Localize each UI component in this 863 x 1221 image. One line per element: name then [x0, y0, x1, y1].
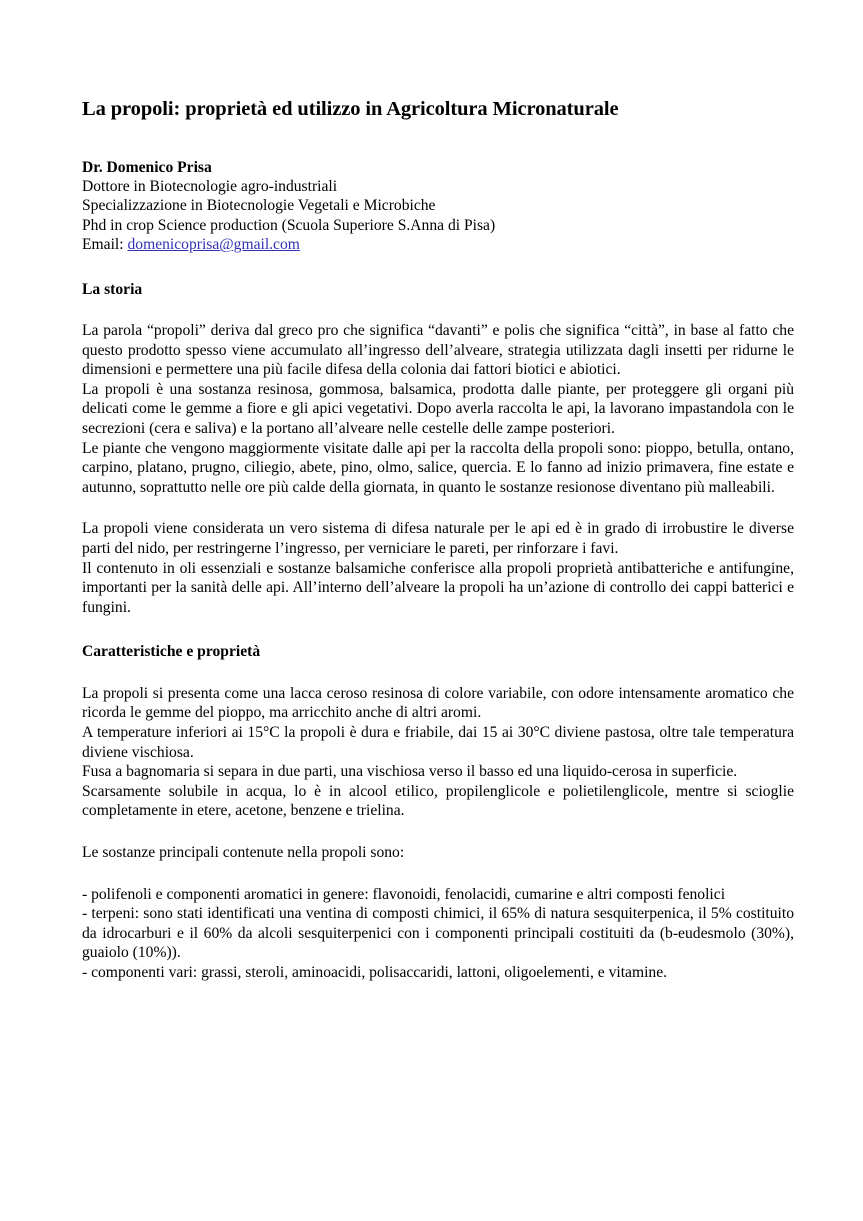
paragraph: Fusa a bagnomaria si separa in due parti, una vischiosa verso il basso ed una liquido-cerosa in superficie. — [82, 763, 738, 781]
paragraph: A temperature inferiori ai 15°C la propoli è dura e friabile, dai 15 ai 30°C diviene pastosa, oltre tale temperatura diviene vischiosa. — [82, 723, 794, 761]
substances-lead-in: Le sostanze principali contenute nella propoli sono: — [82, 843, 405, 861]
author-credential-1: Dottore in Biotecnologie agro-industriali — [82, 178, 338, 196]
author-credential-3: Phd in crop Science production (Scuola Superiore S.Anna di Pisa) — [82, 216, 496, 234]
paragraph: Le piante che vengono maggiormente visitate dalle api per la raccolta della propoli sono: pioppo, betulla, ontano, carpino, platano, prugno, ciliegio, abete, pino, olmo, salice, quercia. E lo fanno ad inizio primavera, fine estate e autunno, soprattutto nelle ore più calde della giornata, in quanto le sostanze resionose diventano più malleabili. — [82, 439, 794, 496]
email-link[interactable]: domenicoprisa@gmail.com — [127, 236, 300, 254]
spacer — [82, 299, 794, 321]
page-title: La propoli: proprietà ed utilizzo in Agricoltura Micronaturale — [82, 98, 619, 120]
email-label: Email: — [82, 236, 128, 254]
paragraph: La propoli è una sostanza resinosa, gommosa, balsamica, prodotta dalle piante, per proteggere gli organi più delicati come le gemme a fiore e gli apici vegetativi. Dopo averla raccolta le api, la lavorano impastandola con le secrezioni (cera e saliva) e la portano all’alveare nelle cestelle delle zampe posteriori. — [82, 380, 794, 438]
list-item: - terpeni: sono stati identificati una ventina di composti chimici, il 65% di natura sesquiterpenica, il 5% costituito da idrocarburi e il 60% da alcoli sesquiterpenici con i componenti principali costituiti da (b-eudesmolo (30%), guaiolo (10%)). — [82, 905, 794, 962]
section-caratteristiche-body — [82, 684, 794, 821]
paragraph: La propoli si presenta come una lacca ceroso resinosa di colore variabile, con odore intensamente aromatico che ricorda le gemme del pioppo, ma arricchito anche di altri aromi. — [82, 684, 794, 722]
section-heading-storia: La storia — [82, 280, 143, 298]
spacer — [82, 497, 794, 519]
substances-list — [82, 885, 794, 983]
spacer — [82, 863, 794, 885]
paragraph: Scarsamente solubile in acqua, lo è in alcool etilico, propilenglicole e polietilenglicole, mentre si scioglie completamente in etere, acetone, benzene e trielina. — [82, 782, 794, 820]
author-credential-2: Specializzazione in Biotecnologie Vegetali e Microbiche — [82, 197, 436, 215]
author-email-line — [82, 235, 794, 254]
spacer — [82, 821, 794, 843]
spacer — [82, 255, 794, 280]
paragraph: La propoli viene considerata un vero sistema di difesa naturale per le api ed è in grado di irrobustire le diverse parti del nido, per restringerne l’ingresso, per verniciare le pareti, per rinforzare i favi. — [82, 520, 794, 557]
section-storia-body-continued — [82, 519, 794, 617]
substances-lead-in-block — [82, 843, 794, 863]
list-item: - componenti vari: grassi, steroli, aminoacidi, polisaccaridi, lattoni, oligoelementi, e vitamine. — [82, 963, 668, 981]
document-content — [82, 97, 794, 983]
section-storia-body — [82, 321, 794, 497]
author-name: Dr. Domenico Prisa — [82, 158, 212, 176]
spacer — [82, 617, 794, 642]
list-item: - polifenoli e componenti aromatici in genere: flavonoidi, fenolacidi, cumarine e altri composti fenolici — [82, 885, 726, 903]
author-block — [82, 158, 794, 255]
paragraph: La parola “propoli” deriva dal greco pro che significa “davanti” e polis che significa “città”, in base al fatto che questo prodotto spesso viene accumulato all’ingresso dell’alveare, strategia utilizzata dagli insetti per ridurne le dimensioni e permettere una più facile difesa della colonia dai fattori biotici e abiotici. — [82, 322, 794, 379]
spacer — [82, 662, 794, 684]
section-heading-caratteristiche: Caratteristiche e proprietà — [82, 643, 261, 661]
paragraph: Il contenuto in oli essenziali e sostanze balsamiche conferisce alla propoli proprietà antibatteriche e antifungine, importanti per la sanità delle api. All’interno dell’alveare la propoli ha un’azione di controllo dei cappi batterici e fungini. — [82, 559, 794, 616]
